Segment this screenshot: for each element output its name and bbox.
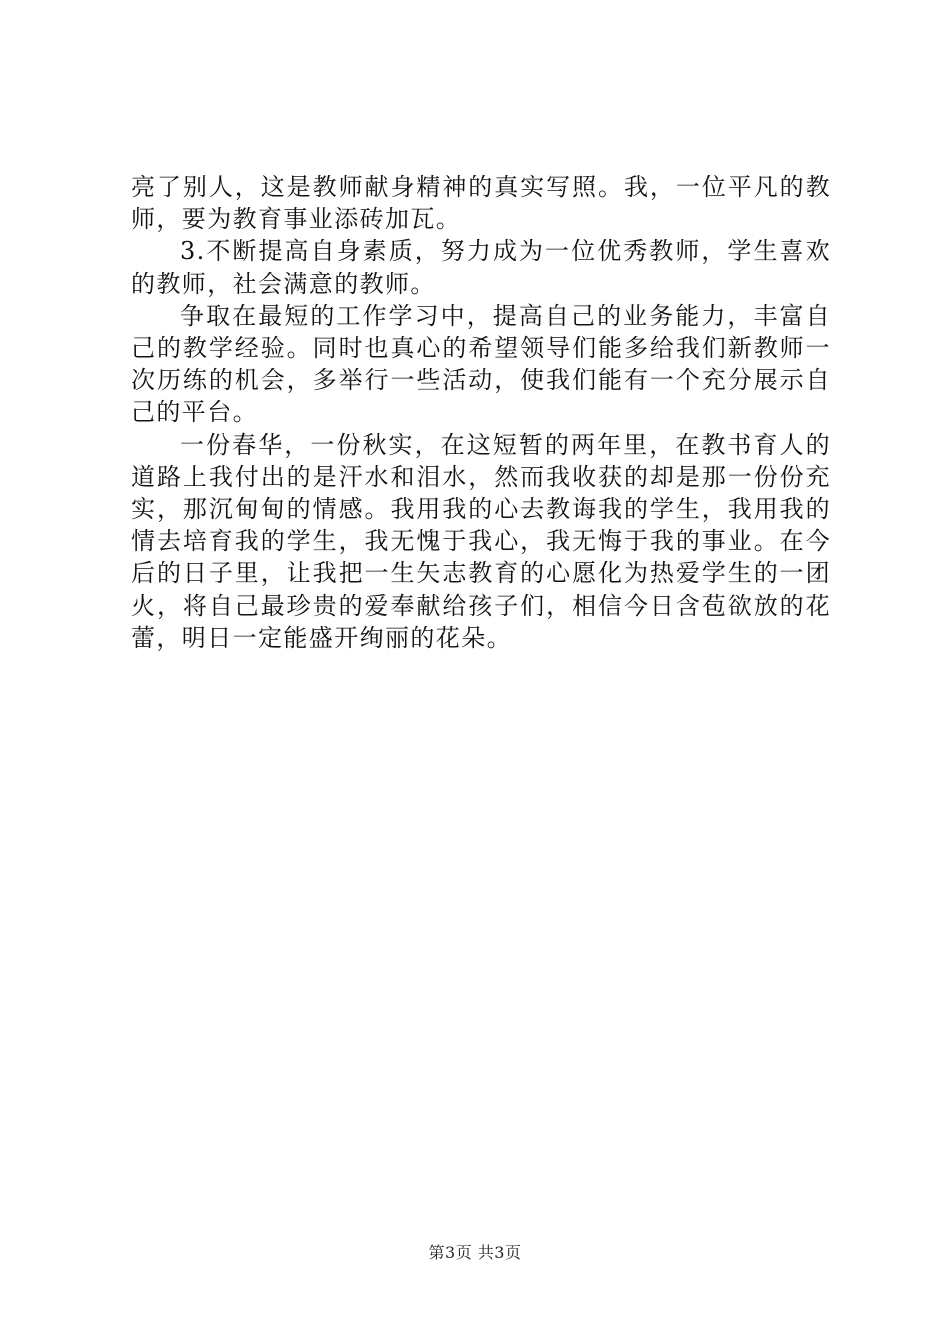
page-number-footer: 第3页 共3页	[428, 1243, 522, 1262]
document-body	[131, 171, 831, 654]
paragraph-professional-growth: 争取在最短的工作学习中，提高自己的业务能力，丰富自己的教学经验。同时也真心的希望领导们能多给我们新教师一次历练的机会，多举行一些活动，使我们能有一个充分展示自己的平台。	[131, 301, 831, 427]
paragraph-conclusion: 一份春华，一份秋实，在这短暂的两年里，在教书育人的道路上我付出的是汗水和泪水，然而我收获的却是那一份份充实，那沉甸甸的情感。我用我的心去教诲我的学生，我用我的情去培育我的学生，我无愧于我心，我无悔于我的事业。在今后的日子里，让我把一生矢志教育的心愿化为热爱学生的一团火，将自己最珍贵的爱奉献给孩子们，相信今日含苞欲放的花蕾，明日一定能盛开绚丽的花朵。	[131, 430, 831, 652]
paragraph-item-3: 3.不断提高自身素质，努力成为一位优秀教师，学生喜欢的教师，社会满意的教师。	[131, 237, 831, 298]
paragraph-continuation: 亮了别人，这是教师献身精神的真实写照。我，一位平凡的教师，要为教育事业添砖加瓦。	[131, 173, 831, 234]
